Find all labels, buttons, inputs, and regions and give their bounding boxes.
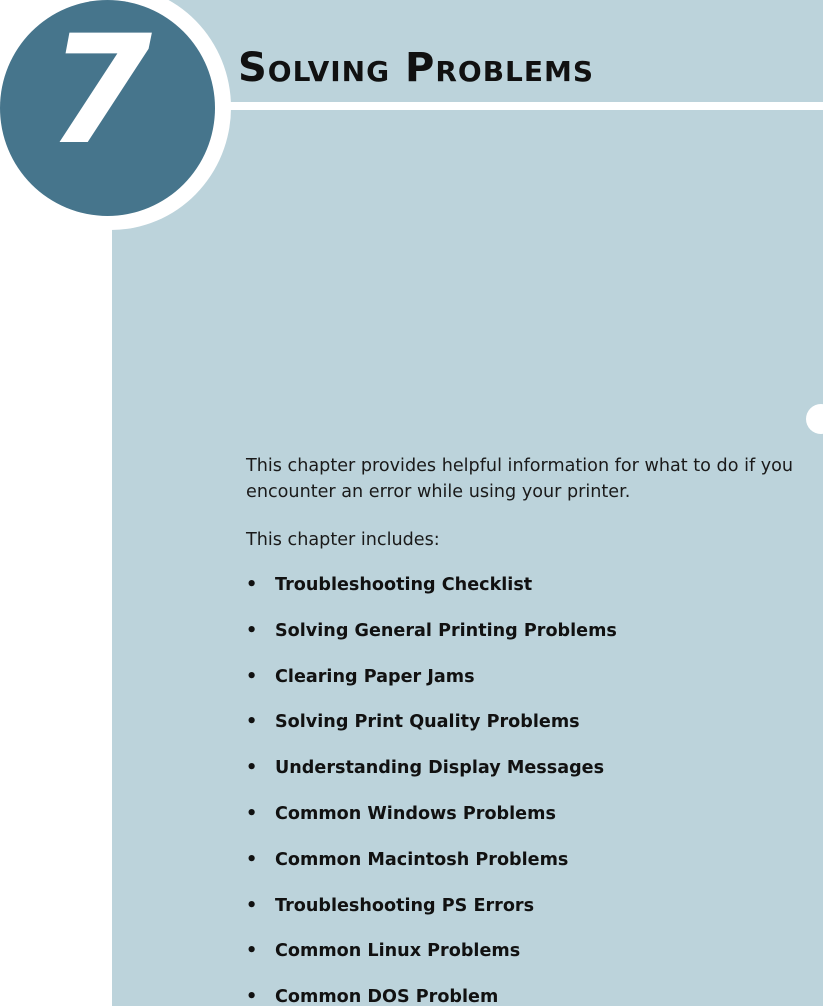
chapter-topic-list: [246, 572, 617, 1006]
bullet-icon: •: [246, 803, 258, 824]
topic-item[interactable]: [246, 618, 617, 664]
topic-item[interactable]: [246, 938, 617, 984]
includes-label: This chapter includes:: [246, 530, 440, 550]
intro-paragraph: This chapter provides helpful information for what to do if you encounter an error while using your printer.: [246, 456, 794, 502]
bullet-icon: •: [246, 758, 258, 779]
chapter-number-badge: [0, 0, 215, 216]
topic-label: Common Windows Problems: [275, 803, 556, 824]
topic-item[interactable]: [246, 801, 617, 847]
bullet-icon: •: [246, 575, 258, 595]
topic-item[interactable]: [246, 893, 617, 939]
topic-label: Solving Print Quality Problems: [275, 712, 580, 733]
chapter-title: Solving Problems: [238, 45, 595, 91]
topic-item[interactable]: [246, 755, 617, 801]
topic-label: Understanding Display Messages: [275, 758, 605, 779]
topic-label: Troubleshooting PS Errors: [275, 895, 535, 916]
topic-label: Solving General Printing Problems: [275, 620, 617, 641]
bullet-icon: •: [246, 941, 258, 962]
bullet-icon: •: [246, 620, 258, 641]
bullet-icon: •: [246, 849, 258, 870]
topic-label: Troubleshooting Checklist: [275, 575, 533, 595]
topic-item[interactable]: [246, 984, 617, 1006]
bullet-icon: •: [246, 666, 258, 687]
topic-label: Common Linux Problems: [275, 941, 521, 962]
topic-label: Common DOS Problem: [275, 987, 499, 1006]
bullet-icon: •: [246, 895, 258, 916]
bullet-icon: •: [246, 987, 258, 1006]
topic-item[interactable]: [246, 572, 617, 618]
bullet-icon: •: [246, 712, 258, 733]
topic-item[interactable]: [246, 847, 617, 893]
topic-label: Clearing Paper Jams: [275, 666, 475, 687]
topic-item[interactable]: [246, 709, 617, 755]
topic-item[interactable]: [246, 664, 617, 710]
title-underline-rule: [225, 102, 823, 110]
topic-label: Common Macintosh Problems: [275, 849, 569, 870]
chapter-number: 7: [47, 4, 153, 178]
